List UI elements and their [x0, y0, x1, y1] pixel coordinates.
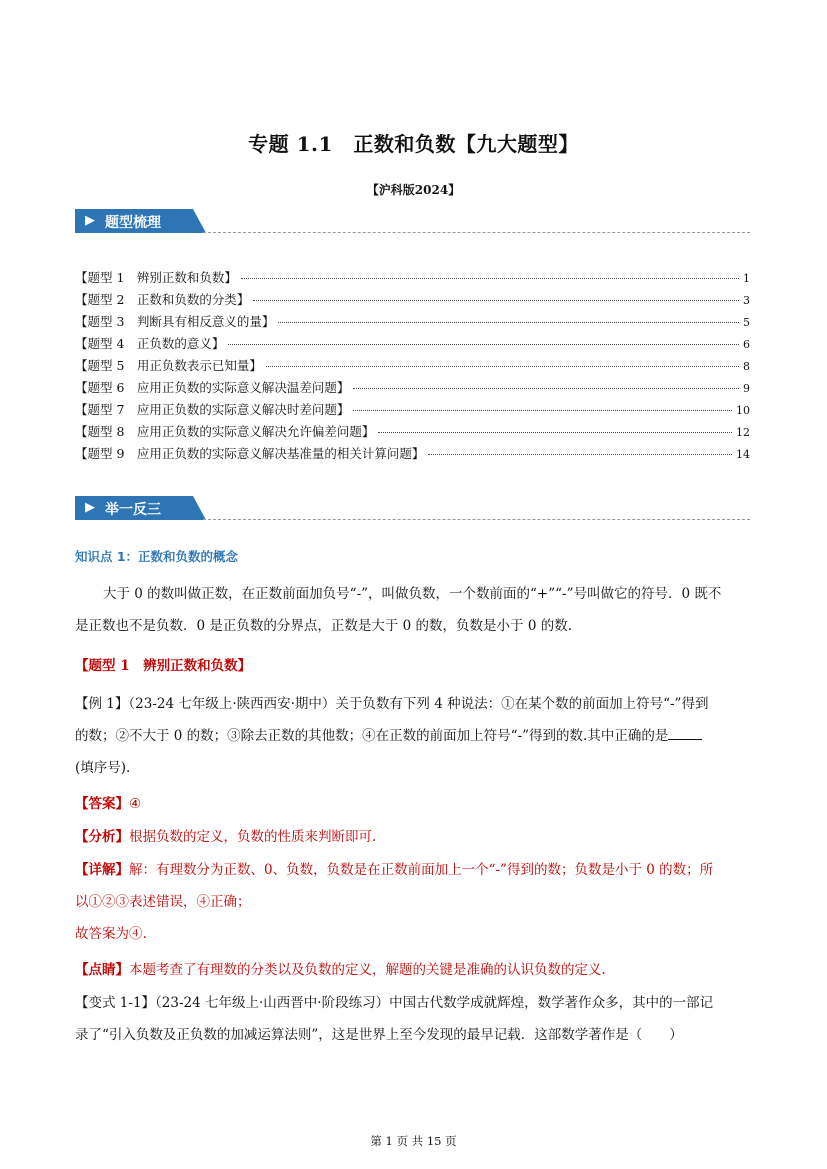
- toc-entry-name: 【题型 7 应用正负数的实际意义解决时差问题】: [75, 402, 350, 417]
- knowledge-line: 大于 0 的数叫做正数，在正数前面加负号“-”，叫做负数，一个数前面的“+”“-”号叫做它的符号．0 既不: [103, 586, 722, 602]
- detail-tag: 【详解】: [75, 862, 129, 878]
- toc-entry-name: 【题型 6 应用正负数的实际意义解决温差问题】: [75, 380, 350, 395]
- toc-entry-page: 3: [743, 294, 750, 307]
- knowledge-line: 是正数也不是负数．0 是正负数的分界点，正数是大于 0 的数，负数是小于 0 的数.: [75, 618, 573, 634]
- dashed-divider: [203, 519, 750, 520]
- analysis-block: [75, 821, 752, 853]
- type-heading: 【题型 1 辨别正数和负数】: [75, 658, 252, 674]
- banner-tab: [75, 496, 205, 520]
- toc-leader-dots: [353, 388, 739, 389]
- comment-tag: 【点睛】: [75, 962, 129, 978]
- answer-blank: [668, 727, 702, 740]
- example-line: [75, 720, 752, 752]
- play-arrow-icon: ▶: [85, 213, 95, 228]
- analysis-tag: 【分析】: [75, 829, 129, 845]
- play-arrow-icon: ▶: [85, 500, 95, 515]
- toc-entry[interactable]: [75, 400, 750, 422]
- dashed-divider: [203, 232, 750, 233]
- toc-entry[interactable]: [75, 356, 750, 378]
- toc-leader-dots: [228, 344, 739, 345]
- toc-entry-name: 【题型 5 用正负数表示已知量】: [75, 358, 262, 373]
- example-line: 【例 1】（23-24 七年级上·陕西西安·期中）关于负数有下列 4 种说法：①在某个数的前面加上符号“-”得到: [75, 696, 709, 712]
- page-title: 专题 1.1 正数和负数【九大题型】: [248, 132, 579, 156]
- section-banner-practice: [75, 496, 750, 524]
- variant-line: 【变式 1-1】（23-24 七年级上·山西晋中·阶段练习）中国古代数学成就辉煌，数学著作众多，其中的一部记: [75, 995, 714, 1011]
- variant-line: 录了“引入负数及正负数的加减运算法则”，这是世界上至今发现的最早记载．这部数学著作是（ ）: [75, 1027, 683, 1043]
- toc-entry-page: 9: [743, 382, 750, 395]
- knowledge-text: [75, 578, 752, 642]
- toc-leader-dots: [378, 432, 732, 433]
- variant-block: [75, 987, 752, 1051]
- toc-entry[interactable]: [75, 312, 750, 334]
- detail-line: 解：有理数分为正数、0、负数，负数是在正数前面加上一个“-”得到的数；负数是小于 0 的数；所: [129, 862, 714, 878]
- toc-entry[interactable]: [75, 378, 750, 400]
- toc-entry[interactable]: [75, 268, 750, 290]
- toc-entry-page: 1: [743, 272, 750, 285]
- toc-entry-page: 10: [736, 404, 750, 417]
- knowledge-point-title: 知识点 1：正数和负数的概念: [75, 549, 239, 564]
- banner-label: 题型梳理: [105, 215, 161, 231]
- detail-line: 故答案为④.: [75, 926, 147, 942]
- answer-text: ④: [129, 796, 142, 812]
- detail-block: [75, 854, 752, 950]
- toc-entry-name: 【题型 4 正负数的意义】: [75, 336, 225, 351]
- example-block: [75, 688, 752, 784]
- toc-entry[interactable]: [75, 422, 750, 444]
- toc-entry[interactable]: [75, 290, 750, 312]
- toc-entry-name: 【题型 9 应用正负数的实际意义解决基准量的相关计算问题】: [75, 446, 425, 461]
- answer-block: [75, 788, 752, 820]
- page-footer: 第 1 页 共 15 页: [370, 1134, 457, 1148]
- toc-leader-dots: [241, 278, 739, 279]
- detail-line: 以①②③表述错误，④正确；: [75, 894, 251, 910]
- toc-entry-name: 【题型 8 应用正负数的实际意义解决允许偏差问题】: [75, 424, 375, 439]
- page-subtitle: 【沪科版2024】: [366, 183, 461, 197]
- banner-tab: [75, 209, 205, 233]
- example-line: (填序号).: [75, 760, 131, 776]
- comment-text: 本题考查了有理数的分类以及负数的定义，解题的关键是准确的认识负数的定义.: [129, 962, 606, 978]
- toc-entry-page: 5: [743, 316, 750, 329]
- toc-entry-page: 6: [743, 338, 750, 351]
- toc-leader-dots: [253, 300, 739, 301]
- toc-entry-name: 【题型 1 辨别正数和负数】: [75, 270, 237, 285]
- toc-leader-dots: [266, 366, 739, 367]
- toc-entry-page: 8: [743, 360, 750, 373]
- answer-tag: 【答案】: [75, 796, 129, 812]
- toc-entry-page: 12: [736, 426, 750, 439]
- toc-entry-name: 【题型 2 正数和负数的分类】: [75, 292, 250, 307]
- toc-entry-name: 【题型 3 判断具有相反意义的量】: [75, 314, 275, 329]
- toc-leader-dots: [353, 410, 732, 411]
- analysis-text: 根据负数的定义，负数的性质来判断即可.: [129, 829, 377, 845]
- section-banner-types: [75, 209, 750, 237]
- toc-leader-dots: [278, 322, 739, 323]
- toc-entry[interactable]: [75, 444, 750, 466]
- banner-label: 举一反三: [105, 502, 161, 518]
- table-of-contents: [75, 268, 750, 466]
- example-line-text: 的数；②不大于 0 的数；③除去正数的其他数；④在正数的前面加上符号“-”得到的数.其中正确的是: [75, 728, 669, 744]
- toc-entry[interactable]: [75, 334, 750, 356]
- comment-block: [75, 954, 752, 986]
- toc-entry-page: 14: [736, 448, 750, 461]
- toc-leader-dots: [428, 454, 732, 455]
